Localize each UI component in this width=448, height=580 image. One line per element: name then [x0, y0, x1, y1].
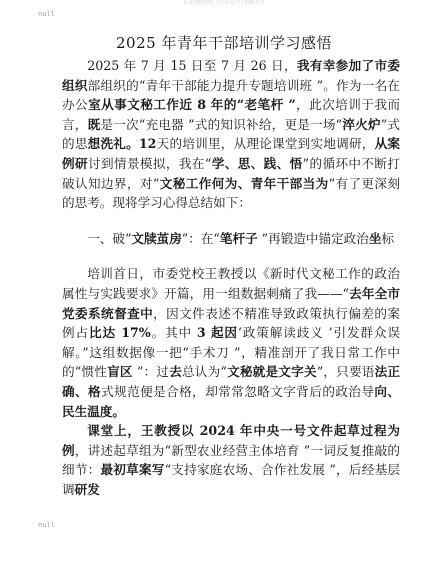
text-run: ”有了更深刻的思	[62, 175, 401, 211]
text-run-bold: 文秘工作何为、青年干部当为	[159, 175, 329, 191]
text-run-bold: 淬火炉	[342, 116, 381, 132]
text-run-bold: 最初草案写	[100, 462, 165, 478]
top-banner: 更多完整资料 关注公众号 / 资料分享	[183, 0, 265, 6]
text-run: ‘政策解读歧义 ’引发群众误解。”这组数据像一把“手术刀 ”，精准剖开了我日常工作中的“惯性	[62, 325, 400, 380]
text-run-bold: 比达 17%	[88, 325, 151, 341]
text-run-bold: 去年全市党委系统督查中	[62, 285, 400, 321]
document-body	[62, 56, 400, 499]
paragraph-body-1	[62, 264, 400, 421]
text-run-bold: 去	[169, 364, 182, 380]
text-run-bold: 向、	[374, 383, 401, 399]
paragraph-body-2	[62, 421, 400, 499]
text-run: ”式的思	[62, 116, 401, 152]
text-run-bold: 既	[87, 116, 101, 132]
text-run: ”，只要语	[316, 364, 375, 380]
text-run: ”的循环中不断打破认	[62, 155, 400, 191]
text-run: “支持家庭农场、合作社发展 ”，后经基层调	[62, 462, 401, 497]
text-run-bold: ，王教授以 2024 年中央一号文件起草过程为例	[62, 423, 401, 458]
text-run: 部组织的“青年干部能力提升专题培训班 ”。作为一名在办公	[62, 77, 400, 113]
text-run: 一、破“	[87, 230, 132, 246]
text-run-bold: 室从事文秘工作近 8 年的“老笔杆 ”	[88, 97, 296, 113]
text-run: 培训首日，市委党校王教授以《新时代文秘工作的政治属性与实践要求》开篇，用一组数据刺痛了我——“	[62, 266, 400, 301]
text-run: ，讲述起草组为“新型农业经营主体培育 ”一词反复推敲的细节：	[62, 442, 400, 478]
section-heading-1	[62, 229, 400, 249]
text-run-bold: 研发	[74, 481, 100, 497]
text-run-bold: 想洗礼。12	[87, 136, 157, 152]
text-run-bold: 民生温度。	[62, 403, 125, 419]
text-run-bold: 文牍茧房	[131, 230, 182, 246]
document-title: 2025 年青年干部培训学习感悟	[116, 34, 332, 52]
text-run-bold: 文秘就是文字关	[226, 364, 317, 380]
text-run: ”：在“	[181, 230, 220, 246]
text-run-bold: 学、思、践、悟	[211, 155, 303, 171]
text-run-bold: 从案例研	[62, 136, 401, 171]
text-run: 讨到情景模拟，我在“	[87, 155, 212, 171]
text-run-bold: 笔杆子	[219, 230, 258, 246]
text-run-bold: 坐	[368, 230, 382, 246]
text-run: ”：过	[132, 364, 170, 380]
text-run-bold: 3 起因	[196, 325, 238, 341]
text-run-bold: 课堂上	[87, 423, 128, 439]
text-run: 标	[381, 230, 395, 246]
paragraph-intro	[62, 56, 400, 213]
footer-mark: null	[38, 521, 55, 529]
text-run: ，此次培训于我而言，	[62, 97, 401, 132]
text-run: 天的培训里，从理论课堂到实地调研，	[156, 136, 375, 152]
text-run: 知边界，对“	[87, 175, 160, 191]
header-mark: null	[38, 10, 55, 18]
text-run: 是一次“充电器 ”式的知识补给，更是一场“	[100, 116, 343, 132]
text-run: 2025 年 7 月 15 日至 7 月 26 日，	[87, 58, 297, 73]
text-run: 式规范便是合格，却常常忽略文字背后的政治导	[101, 383, 375, 399]
text-run-bold: 盲区	[107, 364, 133, 380]
text-run: 。其中	[150, 325, 197, 341]
text-run: 考。现将学习心得总结如下：	[87, 195, 251, 211]
text-run-bold: 法正确、格	[62, 364, 400, 399]
text-run: ，因文件表述不精准导致政策执行偏差的案例占	[62, 305, 401, 341]
text-run: ”再锻造中锚定政治	[257, 230, 369, 246]
text-run: 总认为“	[182, 364, 227, 380]
text-run-bold: 我有幸参加了市委组织	[62, 58, 400, 93]
